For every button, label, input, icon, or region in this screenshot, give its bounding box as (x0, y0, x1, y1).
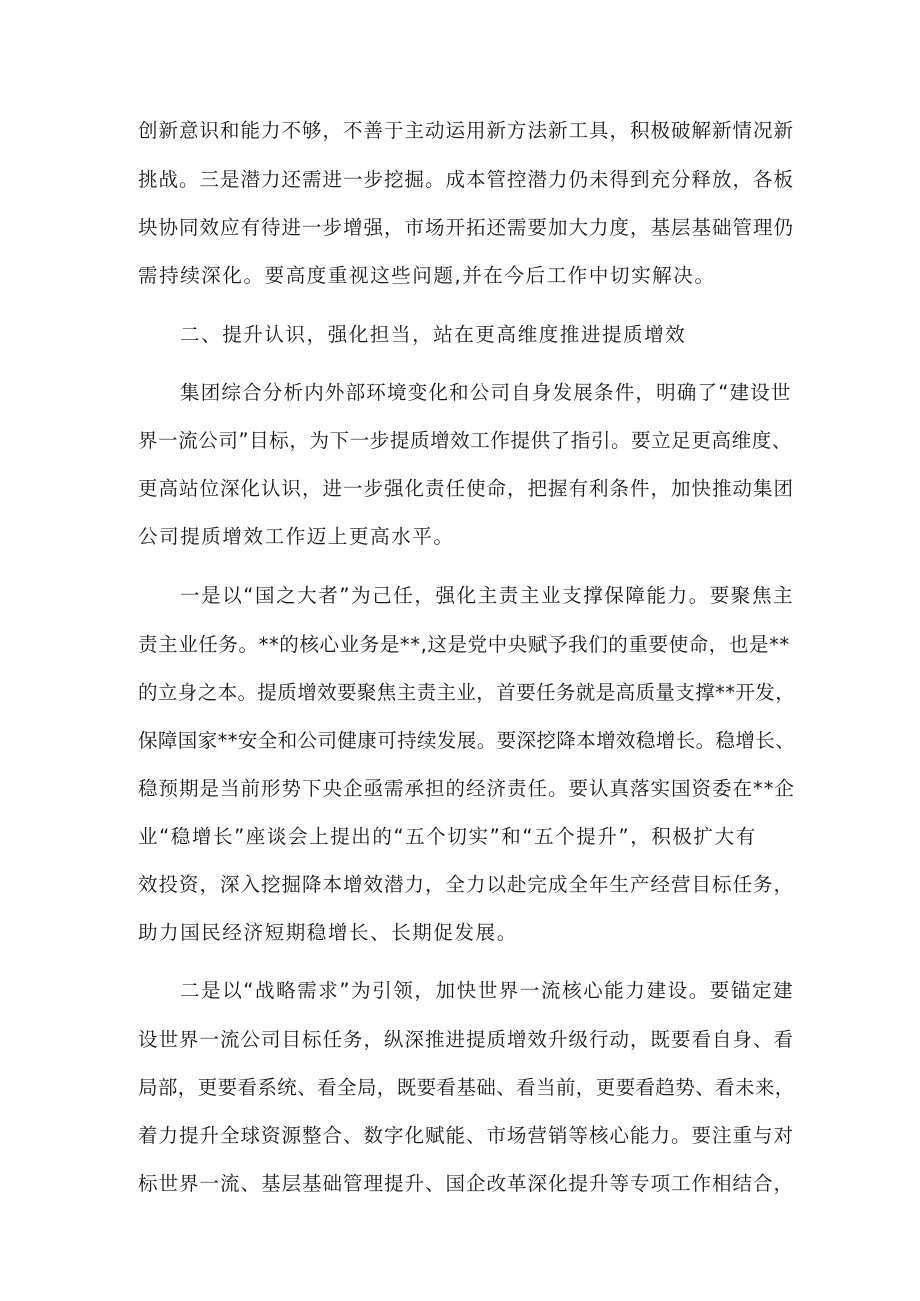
text-line: 一是以“国之大者”为己任，强化主责主业支撑保障能力。要聚焦主 (180, 584, 795, 607)
text-line: 业“稳增长”座谈会上提出的“五个切实”和“五个提升”，积极扩大有 (138, 825, 757, 848)
text-line: 创新意识和能力不够，不善于主动运用新方法新工具，积极破解新情况新 (138, 119, 795, 142)
text-line: 公司提质增效工作迈上更高水平。 (138, 525, 455, 548)
text-line: 助力国民经济短期稳增长、长期促发展。 (138, 921, 518, 944)
text-line: 标世界一流、基层基础管理提升、国企改革深化提升等专项工作相结合， (138, 1172, 795, 1195)
text-line: 需持续深化。要高度重视这些问题,并在今后工作中切实解决。 (138, 264, 716, 287)
text-line: 责主业任务。**的核心业务是**,这是党中央赋予我们的重要使命，也是** (138, 633, 790, 656)
text-line: 保障国家**安全和公司健康可持续发展。要深挖降本增效稳增长。稳增长、 (138, 729, 796, 752)
text-line: 着力提升全球资源整合、数字化赋能、市场营销等核心能力。要注重与对 (138, 1124, 795, 1147)
text-line: 块协同效应有待进一步增强，市场开拓还需要加大力度，基层基础管理仍 (138, 216, 795, 239)
text-line: 的立身之本。提质增效要聚焦主责主业，首要任务就是高质量支撑**开发， (138, 681, 796, 704)
text-line: 挑战。三是潜力还需进一步挖掘。成本管控潜力仍未得到充分释放，各板 (138, 168, 795, 191)
text-line: 效投资，深入挖掘降本增效潜力，全力以赴完成全年生产经营目标任务， (138, 873, 795, 896)
text-line: 更高站位深化认识，进一步强化责任使命，把握有利条件，加快推动集团 (138, 477, 795, 500)
section-heading: 二、提升认识，强化担当，站在更高维度推进提质增效 (180, 323, 687, 346)
text-line: 局部，更要看系统、看全局，既要看基础、看当前，更要看趋势、看未来， (138, 1076, 795, 1099)
text-line: 稳预期是当前形势下央企亟需承担的经济责任。要认真落实国资委在**企 (138, 777, 796, 800)
text-line: 设世界一流公司目标任务，纵深推进提质增效升级行动，既要看自身、看 (138, 1028, 795, 1051)
text-line: 二是以“战略需求”为引领，加快世界一流核心能力建设。要锚定建 (180, 979, 795, 1002)
text-line: 界一流公司”目标，为下一步提质增效工作提供了指引。要立足更高维度、 (138, 429, 792, 452)
text-line: 集团综合分析内外部环境变化和公司自身发展条件，明确了“建设世 (180, 381, 792, 404)
